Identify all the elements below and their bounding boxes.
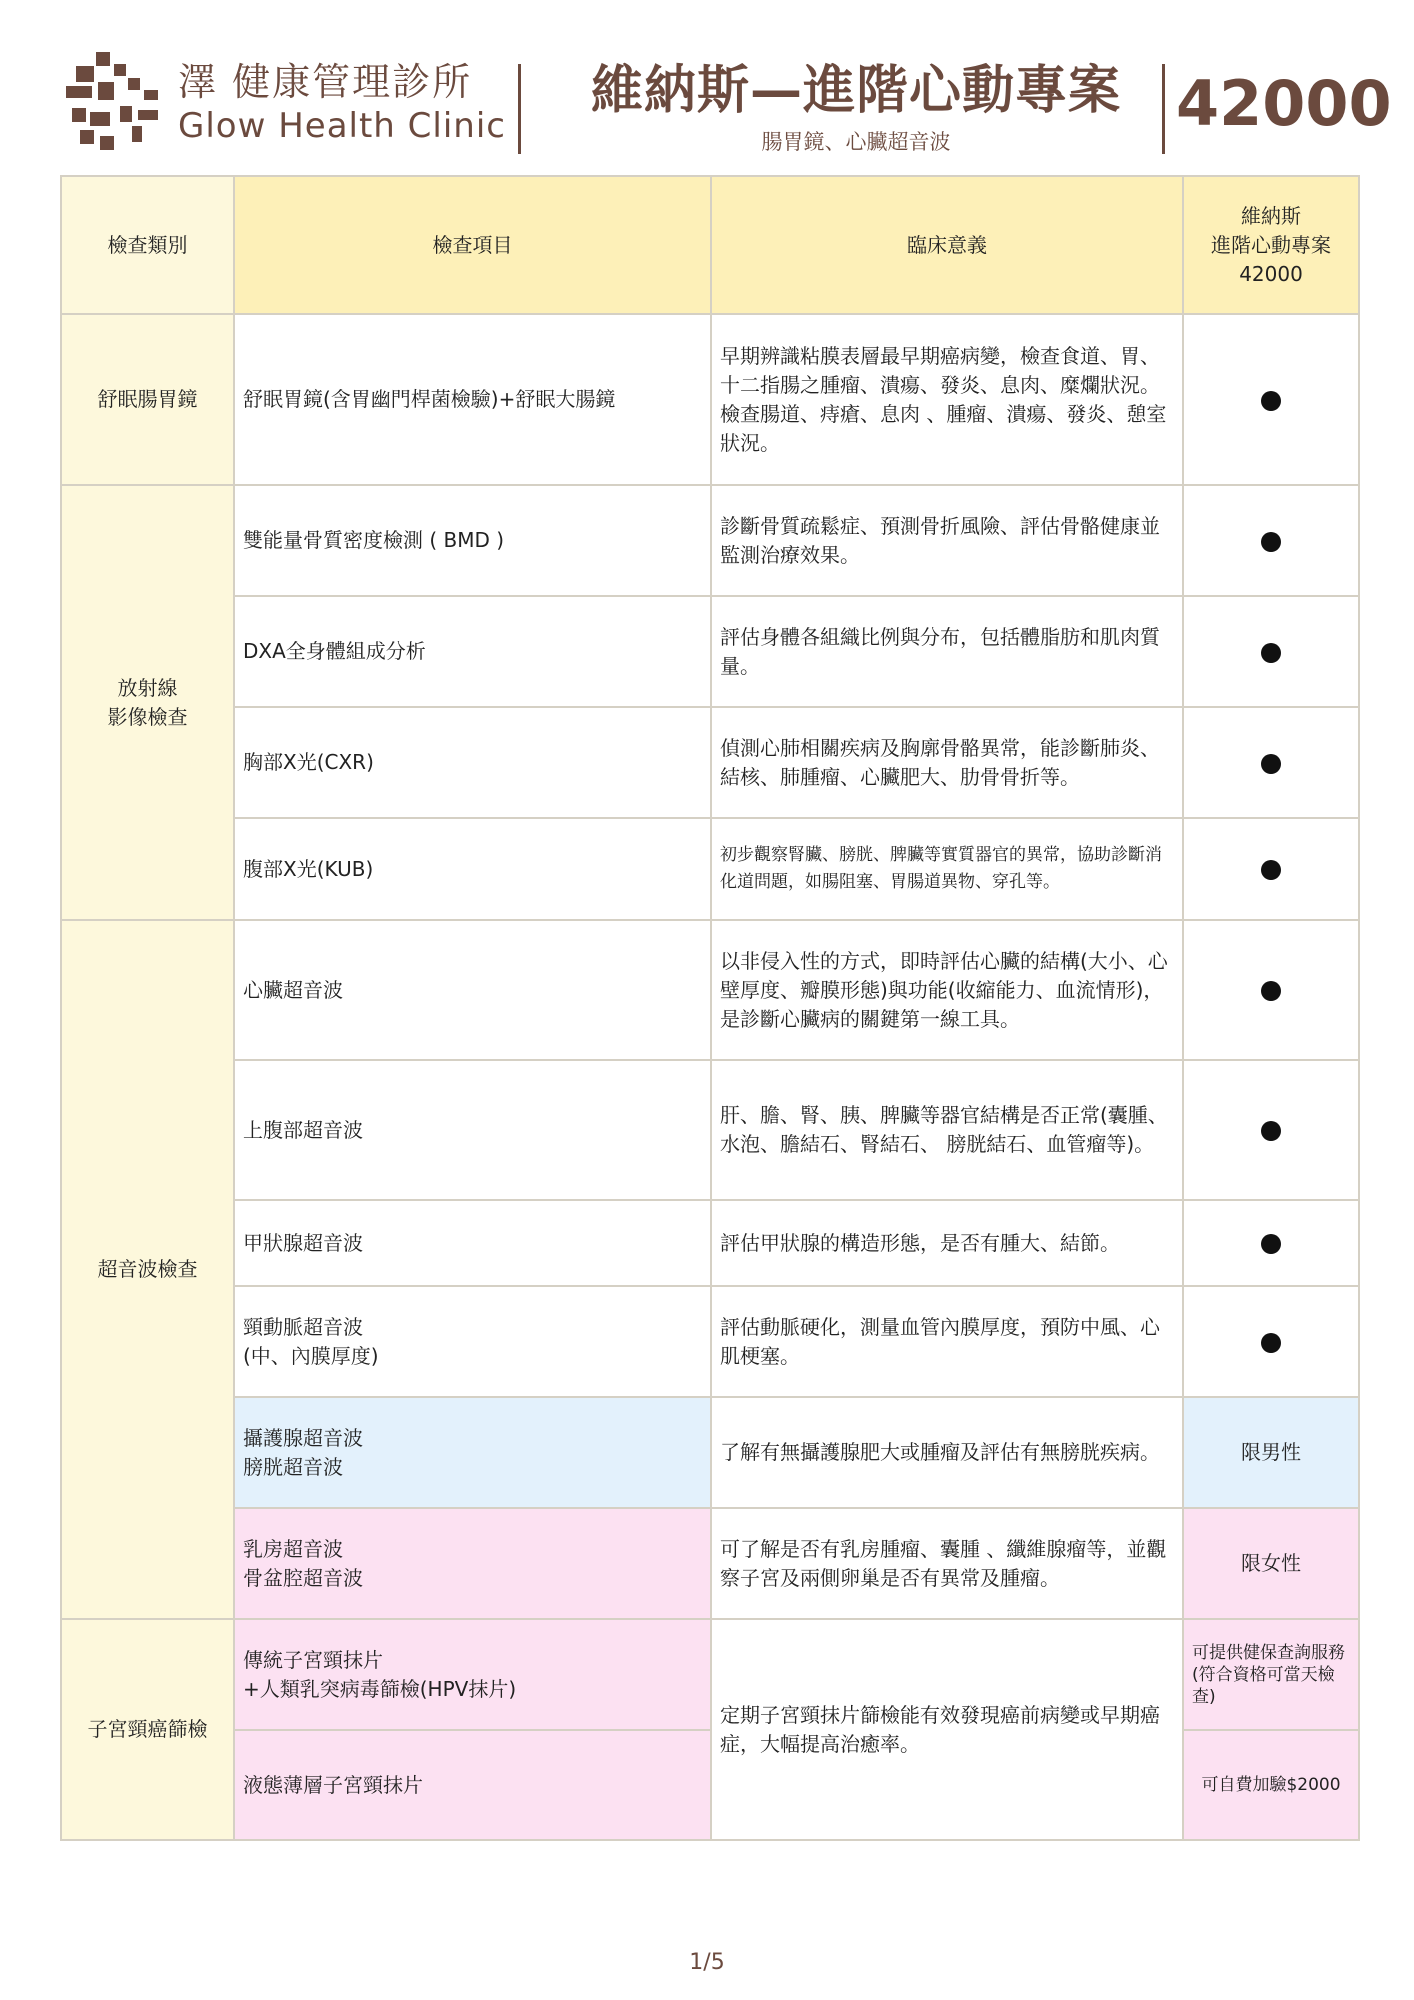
plan-subtitle: 腸胃鏡、心臟超音波 — [761, 130, 951, 154]
included-dot-icon — [1261, 643, 1281, 663]
item-line1: 傳統子宮頸抹片 — [243, 1647, 383, 1672]
clinic-name-en: Glow Health Clinic — [178, 106, 506, 146]
table-row — [61, 1397, 1359, 1508]
category-cell: 舒眠腸胃鏡 — [61, 314, 234, 485]
meaning-cell: 早期辨識粘膜表層最早期癌病變，檢查食道、胃、十二指腸之腫瘤、潰瘍、發炎、息肉、糜爛狀況。檢查腸道、痔瘡、息肉 、腫瘤、潰瘍、發炎、憩室狀況。 — [711, 314, 1183, 485]
included-dot-icon — [1261, 1234, 1281, 1254]
category-label-line2: 影像檢查 — [107, 704, 188, 729]
header-plan-line3: 42000 — [1239, 261, 1303, 286]
item-line1: 攝護腺超音波 — [243, 1425, 363, 1450]
clinic-name-zh: 澤 健康管理診所 — [178, 60, 473, 104]
meaning-cell: 肝、膽、腎、胰、脾臟等器官結構是否正常(囊腫、水泡、膽結石、腎結石、 膀胱結石、血管瘤等)。 — [711, 1060, 1183, 1200]
header-category: 檢查類別 — [61, 176, 234, 314]
item-cell: DXA全身體組成分析 — [234, 596, 711, 707]
meaning-cell: 以非侵入性的方式，即時評估心臟的結構(大小、心壁厚度、瓣膜形態)與功能(收縮能力、血流情形)，是診斷心臟病的關鍵第一線工具。 — [711, 920, 1183, 1060]
meaning-cell: 評估甲狀腺的構造形態，是否有腫大、結節。 — [711, 1200, 1183, 1286]
included-dot-icon — [1261, 1121, 1281, 1141]
meaning-cell: 初步觀察腎臟、膀胱、脾臟等實質器官的異常，協助診斷消化道問題，如腸阻塞、胃腸道異物、穿孔等。 — [711, 818, 1183, 920]
exam-table — [60, 175, 1360, 1841]
table-row — [61, 485, 1359, 596]
item-line2: +人類乳突病毒篩檢(HPV抹片) — [243, 1676, 517, 1701]
item-line1: 乳房超音波 — [243, 1536, 343, 1561]
table-row — [61, 1286, 1359, 1397]
page-header — [60, 44, 1392, 164]
note-cell: 可自費加驗$2000 — [1183, 1730, 1359, 1840]
item-cell — [234, 1286, 711, 1397]
category-cell: 超音波檢查 — [61, 920, 234, 1619]
table-header-row — [61, 176, 1359, 314]
item-cell — [234, 1397, 711, 1508]
meaning-cell: 偵測心肺相關疾病及胸廓骨骼異常，能診斷肺炎、結核、肺腫瘤、心臟肥大、肋骨骨折等。 — [711, 707, 1183, 818]
header-plan — [1183, 176, 1359, 314]
item-cell: 腹部X光(KUB) — [234, 818, 711, 920]
item-line2: (中、內膜厚度) — [243, 1343, 379, 1368]
item-cell: 胸部X光(CXR) — [234, 707, 711, 818]
page-number: 1/5 — [689, 1950, 725, 1975]
note-cell: 可提供健保查詢服務(符合資格可當天檢查) — [1183, 1619, 1359, 1730]
category-label-line1: 放射線 — [117, 675, 178, 700]
table-row — [61, 596, 1359, 707]
table-row — [61, 314, 1359, 485]
restriction-cell: 限男性 — [1183, 1397, 1359, 1508]
meaning-cell: 評估身體各組織比例與分布，包括體脂肪和肌肉質量。 — [711, 596, 1183, 707]
table-row — [61, 920, 1359, 1060]
table-row — [61, 707, 1359, 818]
header-meaning: 臨床意義 — [711, 176, 1183, 314]
item-cell — [234, 1508, 711, 1619]
item-line2: 骨盆腔超音波 — [243, 1565, 363, 1590]
category-cell: 子宮頸癌篩檢 — [61, 1619, 234, 1840]
included-dot-icon — [1261, 860, 1281, 880]
meaning-cell: 診斷骨質疏鬆症、預測骨折風險、評估骨骼健康並監測治療效果。 — [711, 485, 1183, 596]
item-cell: 上腹部超音波 — [234, 1060, 711, 1200]
table-row — [61, 818, 1359, 920]
restriction-cell: 限女性 — [1183, 1508, 1359, 1619]
meaning-cell: 定期子宮頸抹片篩檢能有效發現癌前病變或早期癌症，大幅提高治癒率。 — [711, 1619, 1183, 1840]
item-line1: 頸動脈超音波 — [243, 1314, 363, 1339]
header-plan-line1: 維納斯 — [1241, 203, 1301, 228]
table-row — [61, 1060, 1359, 1200]
item-cell: 甲狀腺超音波 — [234, 1200, 711, 1286]
category-cell — [61, 485, 234, 920]
table-row — [61, 1508, 1359, 1619]
plan-title: 維納斯—進階心動專案 — [590, 61, 1121, 121]
meaning-cell: 可了解是否有乳房腫瘤、囊腫 、纖維腺瘤等，並觀察子宮及兩側卵巢是否有異常及腫瘤。 — [711, 1508, 1183, 1619]
included-dot-icon — [1261, 391, 1281, 411]
header-item: 檢查項目 — [234, 176, 711, 314]
included-dot-icon — [1261, 981, 1281, 1001]
header-divider — [1162, 64, 1165, 154]
item-cell — [234, 1619, 711, 1730]
table-row — [61, 1619, 1359, 1730]
header-plan-line2: 進階心動專案 — [1211, 232, 1331, 257]
included-dot-icon — [1261, 754, 1281, 774]
item-line2: 膀胱超音波 — [243, 1454, 343, 1479]
included-dot-icon — [1261, 532, 1281, 552]
meaning-cell: 了解有無攝護腺肥大或腫瘤及評估有無膀胱疾病。 — [711, 1397, 1183, 1508]
item-cell: 雙能量骨質密度檢測 ( BMD ) — [234, 485, 711, 596]
item-cell: 心臟超音波 — [234, 920, 711, 1060]
included-dot-icon — [1261, 1333, 1281, 1353]
table-row — [61, 1200, 1359, 1286]
plan-price: 42000 — [1176, 67, 1392, 140]
header-divider — [518, 64, 521, 154]
meaning-cell: 評估動脈硬化，測量血管內膜厚度，預防中風、心肌梗塞。 — [711, 1286, 1183, 1397]
item-cell: 舒眠胃鏡(含胃幽門桿菌檢驗)+舒眠大腸鏡 — [234, 314, 711, 485]
clinic-logo-icon — [66, 52, 162, 150]
item-cell: 液態薄層子宮頸抹片 — [234, 1730, 711, 1840]
